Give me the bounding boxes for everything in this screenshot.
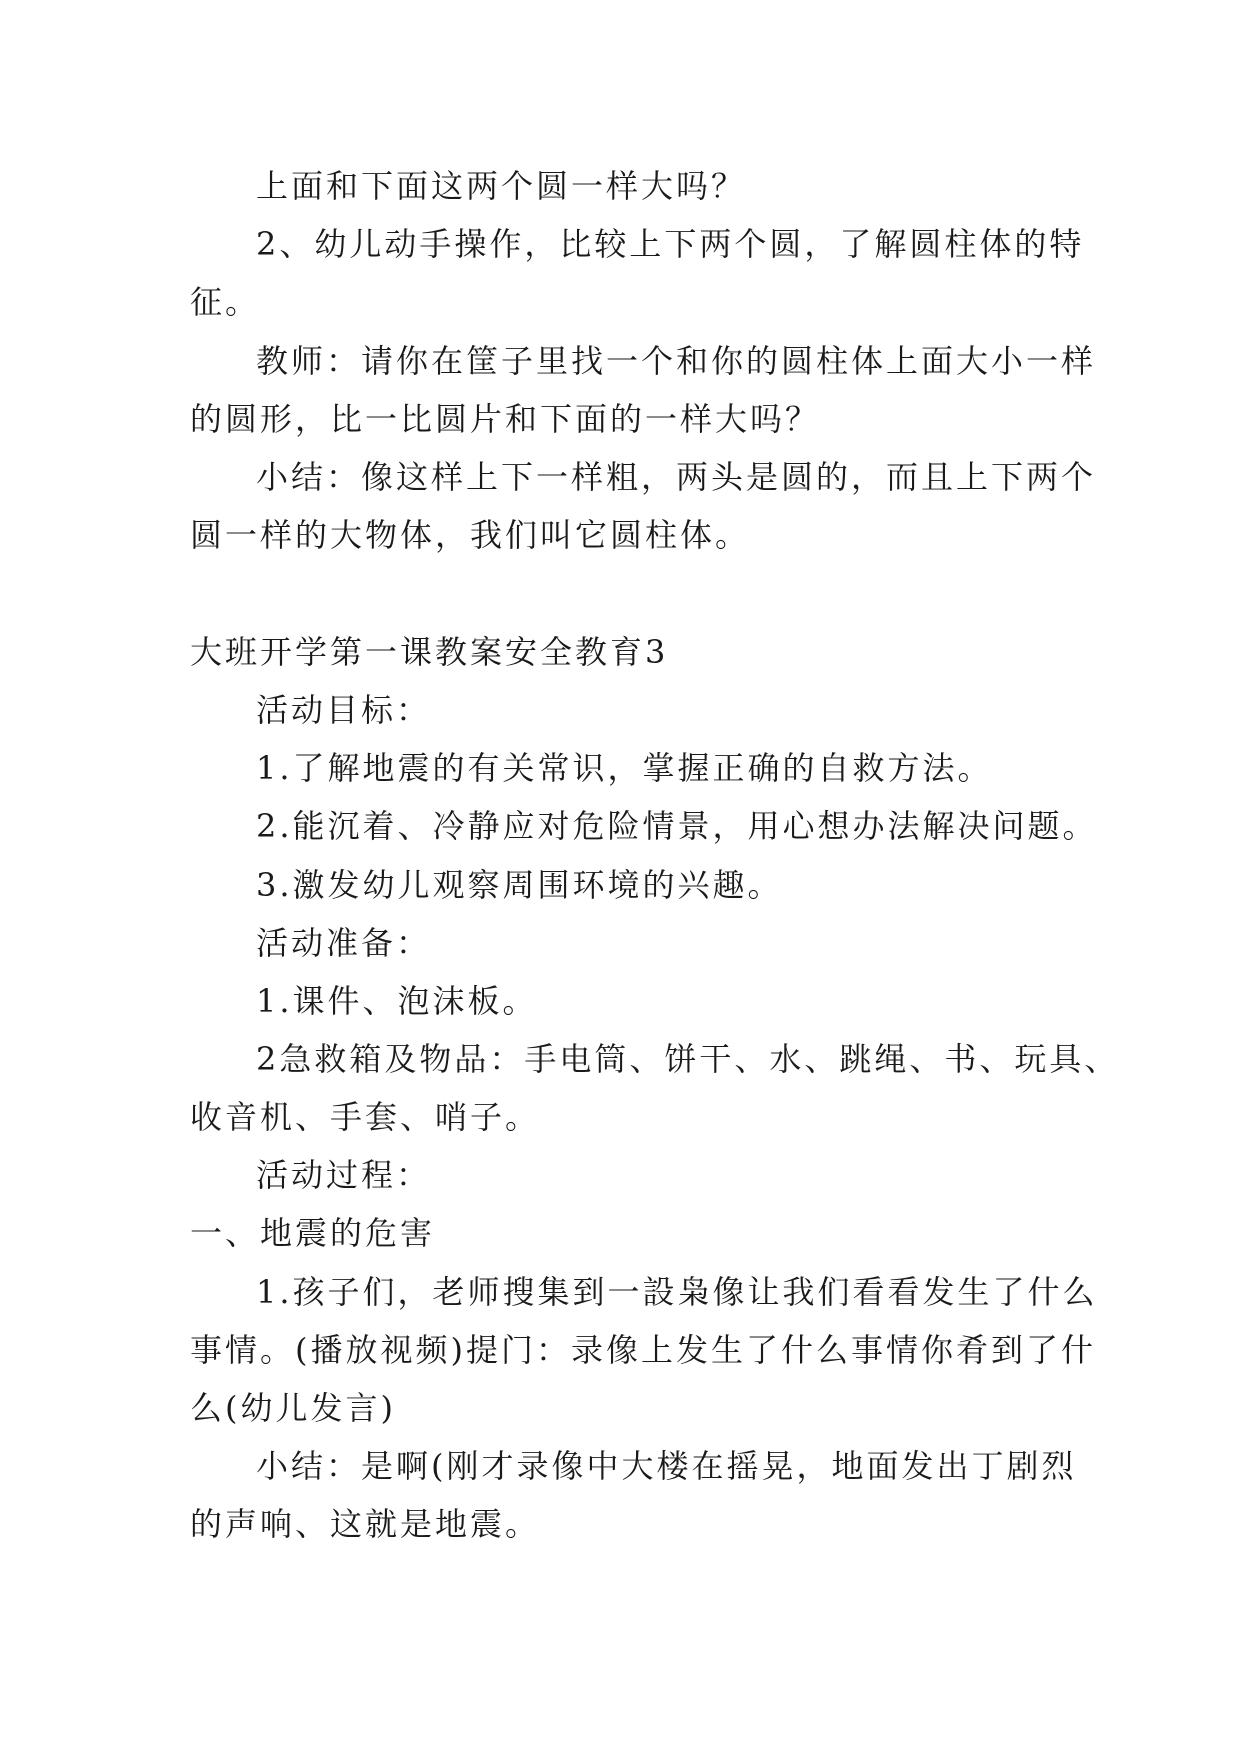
paragraph-line: 小结：是啊(刚才录像中大楼在摇晃，地面发出丁剧烈 [256, 1447, 1077, 1485]
paragraph-line: 圆一样的大物体，我们叫它圆柱体。 [190, 516, 751, 554]
list-item: 2急救箱及物品：手电筒、饼干、水、跳绳、书、玩具、 [256, 1040, 1120, 1078]
paragraph-line: 上面和下面这两个圆一样大吗？ [256, 167, 747, 205]
paragraph-line: 小结：像这样上下一样粗，两头是圆的，而且上下两个 [256, 458, 1097, 496]
heading-activity-process: 活动过程： [256, 1156, 432, 1194]
list-item: 1.了解地震的有关常识，掌握正确的自救方法。 [256, 749, 993, 787]
paragraph-line: 么(幼儿发言) [190, 1389, 396, 1427]
paragraph-line: 的声响、这就是地震。 [190, 1505, 541, 1543]
list-item: 3.激发幼儿观察周围环境的兴趣。 [256, 866, 783, 904]
paragraph-line: 教师：请你在筐子里找一个和你的圆柱体上面大小一样 [256, 342, 1097, 380]
list-item: 2.能沉着、冷静应对危险情景，用心想办法解决问题。 [256, 807, 1098, 845]
list-item: 1.课件、泡沫板。 [256, 982, 538, 1020]
heading-activity-goals: 活动目标： [256, 691, 432, 729]
heading-activity-preparation: 活动准备： [256, 924, 432, 962]
paragraph-line: 事情。(播放视频)提门：录像上发生了什么事情你肴到了什 [190, 1331, 1096, 1369]
paragraph-line: 1.孩子们，老师搜集到一設枭像让我们看看发生了什么 [256, 1273, 1098, 1311]
section-title: 大班开学第一课教案安全教育3 [190, 633, 669, 671]
paragraph-line: 收音机、手套、哨子。 [190, 1098, 541, 1136]
paragraph-line: 2、幼儿动手操作，比较上下两个圆，了解圆柱体的特 [256, 225, 1085, 263]
paragraph-line: 征。 [190, 283, 261, 321]
paragraph-line: 的圆形，比一比圆片和下面的一样大吗？ [190, 400, 821, 438]
subsection-heading: 一、地震的危害 [190, 1214, 436, 1252]
